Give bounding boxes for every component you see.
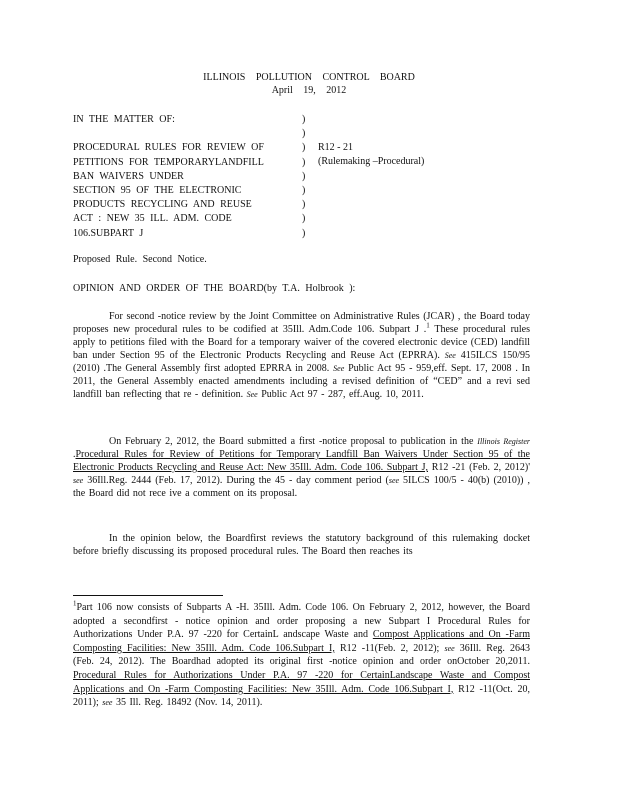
- p1-text: These procedural rules apply to petitions filed with the Board for a temporary waiver of the covered electronic device (CED) landfill ban under Section 95 of the Electronic Products Recycling and Reuse Act (EPRRA).: [73, 324, 531, 361]
- signal-see: See: [444, 351, 456, 360]
- p2-text: 5ILCS 100/5 - 40(b) (2010)) , the Board did not rece ive a comment on its proposal.: [73, 475, 530, 499]
- footnote-divider: [73, 595, 223, 596]
- footnote-text: R12 -11(Oct. 20, 2011);: [73, 683, 530, 709]
- p1-text: Public Act 97 - 287, eff.Aug. 10, 2011.: [257, 389, 424, 400]
- document-header: [0, 71, 618, 97]
- cited-rule-title: Procedural Rules for Review of Petitions for Temporary Landfill Ban Waivers Under Section 95 of the Electronic Products Recycling and Reuse Act: New 35Ill. Adm. Code 106. Subpart J,: [73, 449, 530, 473]
- paragraph-2: On February 2, 2012, the Board submitted a first -notice proposal to publication in the Illinois Register .Procedural Rules for Review of Petitions for Temporary Landfill Ban Waivers Under Section 95 of the Electronic Products Recycling and Reuse Act: New 35Ill. Adm. Code 106. Subpart J, R12 -21 (Feb. 2, 2012)' see 36Ill.Reg. 2444 (Feb. 17, 2012). During the 45 - day comment period (see 5ILCS 100/5 - 40(b) (2010)) , the Board did not rece ive a comment on its proposal.: [73, 436, 531, 499]
- caption-paren: ): [302, 156, 306, 168]
- p1-text: Public Act 95 - 959,eff. Sept. 17, 2008 . In 2011, the General Assembly enacted amendments including a revised definition of “CED” and a revi sed landfill ban reflecting that re - definition.: [73, 363, 530, 400]
- caption-title: [73, 113, 303, 241]
- signal-see: see: [388, 476, 400, 485]
- signal-see: see: [444, 643, 455, 653]
- footnote-text: Part 106 now consists of Subparts A -H. 35Ill. Adm. Code 106. On February 2, 2012, however, the Board adopted a secondfirst - notice opinion and order proposing a new Subpart I Procedural Rules for Authorizations Under P.A. 97 -220 for CertainL andscape Waste and: [73, 602, 530, 641]
- paragraph-3: [73, 532, 530, 558]
- caption-paren: ): [302, 128, 306, 140]
- p2-text: On February 2, 2012, the Board submitted a first -notice proposal to publication in the: [109, 436, 478, 447]
- caption-line: IN THE MATTER OF:: [73, 114, 175, 125]
- caption-paren: ): [302, 199, 306, 211]
- notice-line: Proposed Rule. Second Notice.: [73, 254, 207, 265]
- caption-line: BAN WAIVERS UNDER: [73, 170, 184, 182]
- illinois-register: Illinois Register: [477, 437, 530, 446]
- signal-see: see: [102, 698, 113, 708]
- p3-text: In the opinion below, the Boardfirst reviews the statutory background of this rulemaking docket before briefly discussing its proposed procedural rules. The Board then reaches its: [73, 533, 530, 557]
- caption-paren: ): [302, 142, 306, 154]
- signal-see: see: [73, 476, 84, 485]
- caption-line: PROCEDURAL RULES FOR REVIEW OF: [73, 142, 264, 154]
- footnote-cited-title: Compost Applications and On -Farm Composting Facilities: New 35Ill. Adm. Code 106.Subpart I,: [73, 629, 530, 654]
- opinion-heading: OPINION AND ORDER OF THE BOARD(by T.A. Holbrook ):: [73, 283, 356, 294]
- caption-line: ACT : NEW 35 ILL. ADM. CODE: [73, 213, 232, 225]
- signal-see: See: [246, 390, 258, 399]
- caption-parentheses: [302, 113, 310, 241]
- docket-number: R12 - 21: [318, 142, 353, 153]
- p2-text: 36Ill.Reg. 2444 (Feb. 17, 2012). During the 45 - day comment period (: [83, 475, 389, 486]
- caption-line: 106.SUBPART J: [73, 227, 144, 239]
- caption-paren: ): [302, 170, 306, 182]
- caption-paren: ): [302, 213, 306, 225]
- p1-text: For second -notice review by the Joint Committee on Administrative Rules (JCAR) , the Board today proposes new procedural rules to be codified at 35Ill. Adm.Code 106. Subpart J .: [73, 311, 530, 335]
- document-date: April 19, 2012: [271, 85, 347, 96]
- p1-text: 415ILCS 150/95 (2010) .The General Assembly first adopted EPRRA in 2008.: [73, 350, 530, 374]
- docket-type: (Rulemaking –Procedural): [318, 156, 425, 168]
- footnote-cited-title: Procedural Rules for Authorizations Under P.A. 97 -220 for CertainLandscape Waste and Compost Applications and On -Farm Composting Facilities: New 35Ill. Adm. Code 106.Subpart I,: [73, 669, 530, 695]
- caption-paren: ): [302, 114, 306, 125]
- footnote-text: R12 -11(Feb. 2, 2012);: [334, 642, 440, 654]
- footnote: [73, 601, 530, 710]
- p2-text: R12 -21 (Feb. 2, 2012)': [428, 462, 531, 473]
- footnote-text: 36Ill. Reg. 2643 (Feb. 24, 2012). The Boardhad adopted its original first -notice opinion and order onOctober 20,2011.: [73, 642, 530, 668]
- caption-line: [73, 127, 303, 141]
- caption-line: PRODUCTS RECYCLING AND REUSE: [73, 199, 252, 211]
- caption-line: SECTION 95 OF THE ELECTRONIC: [73, 184, 242, 196]
- caption-paren: ): [302, 227, 306, 239]
- footnote-text: 35 Ill. Reg. 18492 (Nov. 14, 2011).: [112, 697, 263, 709]
- paragraph-1: [73, 310, 530, 401]
- footnote-mark: 1: [426, 321, 430, 330]
- caption-line: PETITIONS FOR TEMPORARYLANDFILL: [73, 156, 264, 168]
- signal-see: See: [333, 364, 345, 373]
- footnote-number: 1: [73, 599, 77, 608]
- agency-name: ILLINOIS POLLUTION CONTROL BOARD: [203, 72, 415, 83]
- docket-info: [318, 141, 518, 169]
- caption-paren: ): [302, 184, 306, 196]
